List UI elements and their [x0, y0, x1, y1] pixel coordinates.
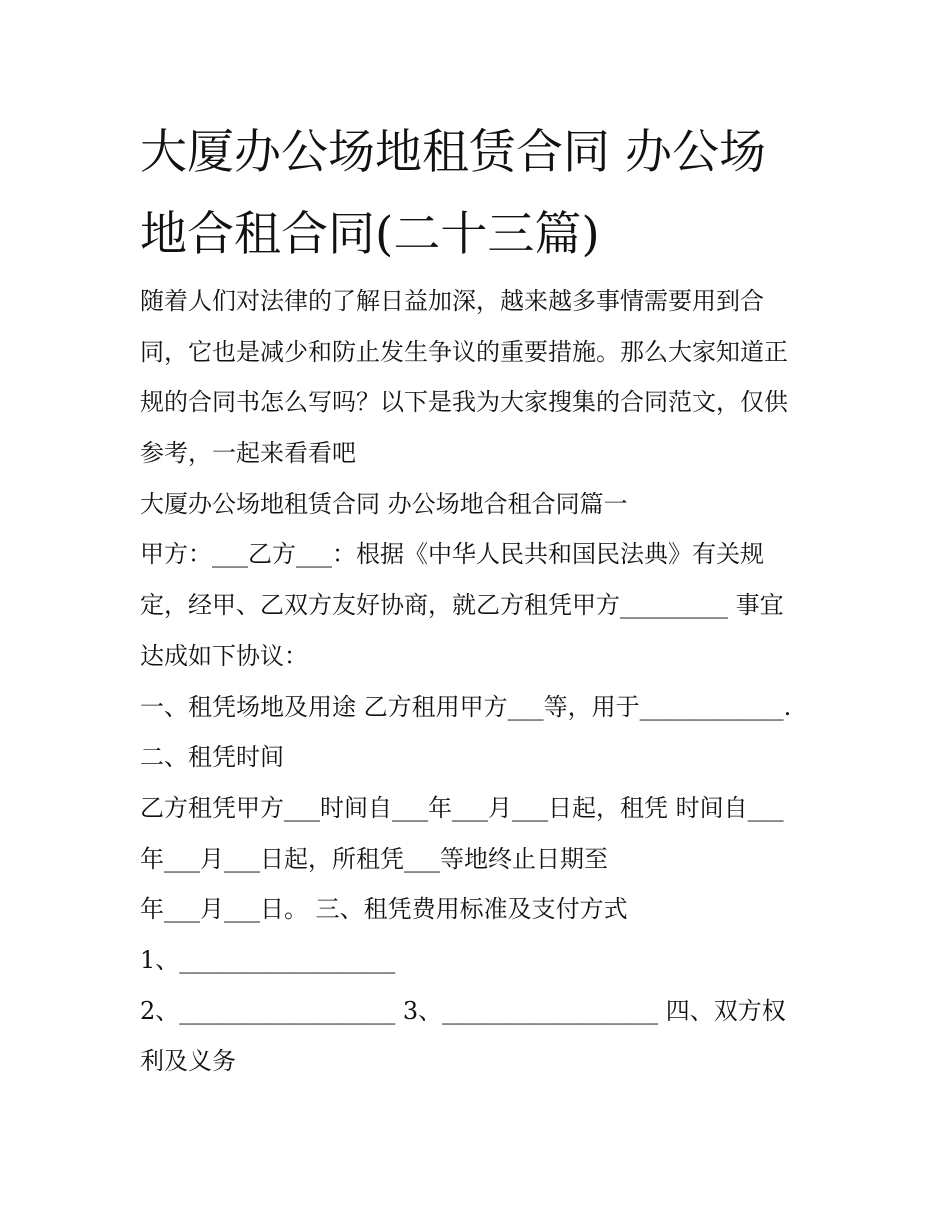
body-line: 利及义务 [140, 1047, 236, 1076]
body-line: 参考，一起来看看吧 [140, 439, 356, 468]
body-line: 同，它也是减少和防止发生争议的重要措施。那么大家知道正 [140, 337, 788, 366]
clause-line: 年___月___日。 三、租凭费用标准及支付方式 [140, 895, 628, 924]
body-line: 甲方：___乙方___：根据《中华人民共和国民法典》有关规 [140, 540, 764, 569]
document-body [140, 276, 830, 1087]
list-item: 1、__________________ [140, 945, 396, 974]
title-line: 地合租合同(二十三篇) [140, 207, 600, 262]
body-line: 达成如下协议： [140, 641, 308, 670]
body-line: 随着人们对法律的了解日益加深，越来越多事情需要用到合 [140, 287, 764, 315]
body-line: 定，经甲、乙双方友好协商，就乙方租凭甲方_________ 事宜 [140, 591, 784, 620]
section-heading: 大厦办公场地租赁合同 办公场地合租合同篇一 [140, 489, 628, 518]
document-title [140, 112, 840, 276]
body-line: 乙方租凭甲方___时间自___年___月___日起，租凭 时间自___ [140, 793, 784, 822]
title-line: 大厦办公场地租赁合同 办公场 [140, 125, 766, 180]
body-line: 规的合同书怎么写吗？以下是我为大家搜集的合同范文，仅供 [140, 388, 788, 417]
list-item: 2、__________________ 3、__________________ 四、双方权 [140, 996, 786, 1025]
clause-line: 一、租凭场地及用途 乙方租用甲方___等，用于____________. [140, 692, 792, 721]
clause-line: 二、租凭时间 [140, 743, 284, 772]
body-line: 年___月___日起，所租凭___等地终止日期至 [140, 844, 608, 873]
